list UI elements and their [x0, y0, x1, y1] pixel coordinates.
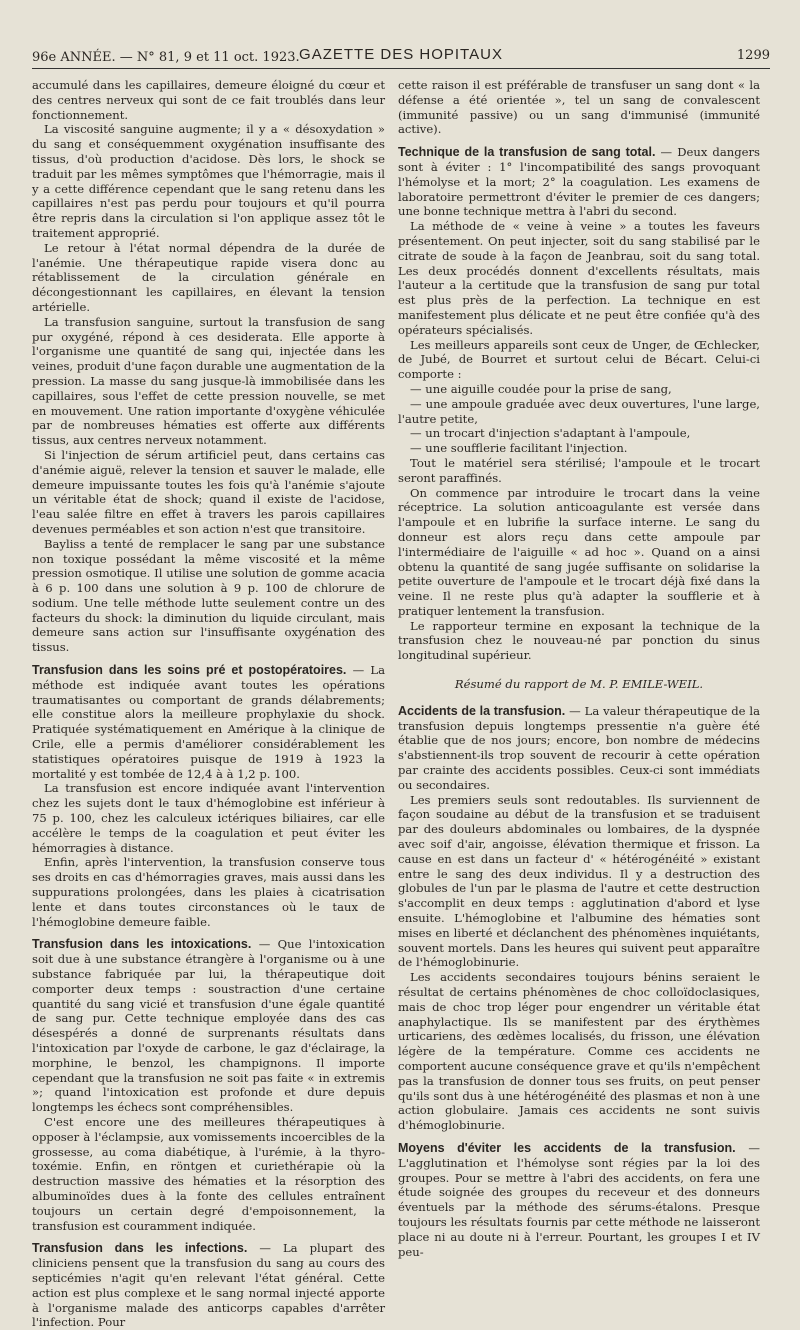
left-column [32, 78, 385, 1330]
report-summary-line: Résumé du rapport de M. P. EMILE-WEIL. [454, 677, 704, 692]
paragraph: On commence par introduire le trocart dans la veine réceptrice. La solution anticoagulante est versée dans l'ampoule et en lubrifie la surface interne. Le sang du donneur est alors reçu dans cette ampoule par l'intermédiaire de l'aiguille « ad hoc ». Quand on a ainsi obtenu la quantité de sang jugée suffisante on solidarise la petite ouverture de l'ampoule et le trocart déjà fixé dans la veine. Il ne reste plus qu'à adapter la soufflerie et à pratiquer lentement la transfusion. [398, 485, 760, 618]
paragraph: La transfusion sanguine, surtout la transfusion de sang pur oxygéné, répond à ces desiderata. Elle apporte à l'organisme une quantité de sang qui, injectée dans les veines, produit d'une façon durable une augmentation de la pression. La masse du sang jusque-là immobilisée dans les capillaires, sous l'effet de cette pression nouvelle, se met en mouvement. Une ration importante d'oxygène véhiculée par de nombreuses hématies est offerte aux différents tissus, aux centres nerveux notamment. [32, 314, 385, 448]
paragraph: Le retour à l'état normal dépendra de la durée de l'anémie. Une thérapeutique rapide visera donc au rétablissement de la circulation générale en décongestionnant les capillaires, en élevant la tension artérielle. [32, 240, 385, 314]
paragraph: accumulé dans les capillaires, demeure éloigné du cœur et des centres nerveux qui sont de ce fait troublés dans leur fonctionnement. [32, 78, 385, 122]
issue-info: 96e ANNÉE. — N° 81, 9 et 11 oct. 1923. [32, 50, 300, 65]
section-heading: Moyens d'éviter les accidents de la transfusion. [398, 1140, 736, 1155]
list-item: — un trocart d'injection s'adaptant à l'ampoule, [410, 426, 691, 441]
journal-title: GAZETTE DES HOPITAUX [299, 46, 503, 63]
paragraph: La transfusion est encore indiquée avant l'intervention chez les sujets dont le taux d'hémoglobine est inférieur à 75 p. 100, chez les calculeux ictériques biliaires, car elle accélère le temps de la coagulation et peut éviter les hémorragies à distance. [32, 781, 385, 855]
paragraph: — Deux dangers sont à éviter : 1° l'incompatibilité des sangs provoquant l'hémolyse et la mort; 2° la coagulation. Les examens de laboratoire permettront d'éviter le premier de ces dangers; une bonne technique mettra à l'abri du second. [398, 145, 761, 219]
paragraph: — La valeur thérapeutique de la transfusion depuis longtemps pressentie n'a guère été établie que de nos jours; encore, bon nombre de médecins s'abstiennent-ils trop souvent de recourir à cette opération par crainte des accidents possibles. Ceux-ci sont immédiats ou secondaires. [398, 703, 760, 792]
paragraph: Si l'injection de sérum artificiel peut, dans certains cas d'anémie aiguë, relever la tension et sauver le malade, elle demeure impuissante toutes les fois qu'à l'anémie s'ajoute un véritable état de shock; quand il existe de l'acidose, l'eau salée filtre en effet à travers les parois capillaires devenues perméables et son action n'est que transitoire. [32, 447, 385, 536]
header-rule [32, 68, 770, 69]
equipment-list [398, 382, 760, 456]
paragraph: — Que l'intoxication soit due à une substance étrangère à l'organisme ou à une substance fabriquée par lui, la thérapeutique doit comporter deux temps : soustraction d'une certaine quantité du sang vicié et transfusion d'une égale quantité de sang pur. Cette technique employée dans des cas désespérés a donné de surprenants résultats dans l'intoxication par l'oxyde de carbone, le gaz d'éclairage, la morphine, le benzol, les champignons. Il importe cependant que la transfusion ne soit pas faite « in extremis »; quand l'intoxication est profonde et dure depuis longtemps les échecs sont compréhensibles. [32, 937, 385, 1115]
paragraph: Bayliss a tenté de remplacer le sang par une substance non toxique possédant la même viscosité et la même pression osmotique. Il utilise une solution de gomme acacia à 6 p. 100 dans une solution à 9 p. 100 de chlorure de sodium. Une telle méthode lutte seulement contre un des facteurs du shock: la diminution du liquide circulant, mais demeure sans action sur l'insuffisante oxygénation des tissus. [32, 536, 385, 655]
paragraph: Les meilleurs appareils sont ceux de Unger, de Œchlecker, de Jubé, de Bourret et surtout celui de Bécart. Celui-ci comporte : [398, 337, 760, 382]
paragraph: — La méthode est indiquée avant toutes les opérations traumatisantes ou comportant de grands délabrements; elle constitue alors la meilleure prophylaxie du shock. Pratiquée systématiquement en Amérique à la clinique de Crile, elle a permis d'améliorer considérablement les statistiques opératoires puisque de 1919 à 1923 la mortalité y est tombée de 12,4 à à 1,2 p. 100. [32, 663, 386, 781]
section-heading: Transfusion dans les soins pré et postopératoires. [32, 663, 347, 678]
paragraph: C'est encore une des meilleures thérapeutiques à opposer à l'éclampsie, aux vomissements incoercibles de la grossesse, au coma diabétique, à l'urémie, à la thyro-toxémie. Enfin, en röntgen et curiethérapie où la destruction massive des hématies et la résorption des albuminoïdes dues à la fonte des cellules entraînent toujours un certain degré d'empoisonnement, la transfusion est couramment indiquée. [32, 1114, 385, 1233]
paragraph: La viscosité sanguine augmente; il y a « désoxydation » du sang et conséquemment oxygénation insuffisante des tissus, d'où production d'acidose. Dès lors, le shock se traduit par les mêmes symptômes que l'hémorragie, mais il y a cette différence cependant que le sang retenu dans les capillaires n'est pas perdu pour toujours et qu'il pourra être repris dans la circulation si l'on applique assez tôt le traitement approprié. [32, 122, 385, 240]
list-item: — une aiguille coudée pour la prise de sang, [410, 381, 672, 396]
page-number: 1299 [736, 48, 770, 63]
paragraph: La méthode de « veine à veine » a toutes les faveurs présentement. On peut injecter, soit du sang stabilisé par le citrate de soude à la façon de Jeanbrau, soit du sang total. Les deux procédés donnent d'excellents résultats, mais l'auteur a la certitude que la transfusion de sang pur total est plus près de la perfection. La technique en est manifestement plus délicate et ne peut être confiée qu'à des opérateurs spécialisés. [398, 219, 760, 337]
section-heading: Transfusion dans les intoxications. [32, 937, 252, 952]
paragraph: — La plupart des cliniciens pensent que la transfusion du sang au cours des septicémies n'agit qu'en relevant l'état général. Cette action est plus complexe et le sang normal injecté apporte à l'organisme malade des anticorps capables d'arrêter l'infection. Pour [32, 1241, 386, 1330]
paragraph: Enfin, après l'intervention, la transfusion conserve tous ses droits en cas d'hémorragies graves, mais aussi dans les suppurations prolongées, dans les plaies à cicatrisation lente et dans toutes circonstances où le taux de l'hémoglobine demeure faible. [32, 855, 385, 929]
section-heading: Accidents de la transfusion. [398, 703, 566, 718]
paragraph: Les accidents secondaires toujours bénins seraient le résultat de certains phénomènes de choc colloïdoclasiques, mais de choc trop léger pour engendrer un véritable état anaphylactique. Ils se manifestent par des érythèmes urticariens, des œdèmes localisés, du frisson, une élévation légère de la température. Comme ces accidents ne comportent aucune conséquence grave et qu'ils n'empêchent pas la transfusion de donner tous ses fruits, on peut penser qu'ils sont dus à une hétérogénéité des plasmas et non à une action globulaire. Jamais ces accidents ne sont suivis d'hémoglobinurie. [398, 970, 760, 1133]
paragraph: Tout le matériel sera stérilisé; l'ampoule et le trocart seront paraffinés. [398, 455, 760, 485]
paragraph: Le rapporteur termine en exposant la technique de la transfusion chez le nouveau-né par ponction du sinus longitudinal supérieur. [398, 618, 760, 663]
paragraph: — L'agglutination et l'hémolyse sont régies par la loi des groupes. Pour se mettre à l'abri des accidents, on fera une étude soignée des groupes du receveur et des donneurs éventuels par la méthode des sérums-étalons. Presque toujours les résultats fournis par cette méthode ne laisseront place ni au doute ni à l'erreur. Pourtant, les groupes I et IV peu- [398, 1140, 761, 1259]
paragraph: cette raison il est préférable de transfuser un sang dont « la défense a été orientée », tel un sang de convalescent (immunité passive) ou un sang d'immunisé (immunité active). [398, 78, 760, 137]
section-heading: Technique de la transfusion de sang total. [398, 145, 656, 160]
page-header [32, 46, 770, 68]
section-heading: Transfusion dans les infections. [32, 1241, 248, 1256]
paragraph: Les premiers seuls sont redoutables. Ils surviennent de façon soudaine au début de la transfusion et se traduisent par des douleurs abdominales ou lombaires, de la dyspnée avec soif d'air, angoisse, élévation thermique et frisson. La cause en est dans un facteur d' « hétérogénéité » existant entre le sang des deux individus. Il y a destruction des globules de l'un par le plasma de l'autre et cette destruction s'accomplit en deux temps : agglutination d'abord et lyse ensuite. L'hémoglobine et l'albumine des hématies sont mises en liberté et déclanchent des phénomènes inquiétants, souvent mortels. Dans les heures qui suivent peut apparaître de l'hémoglobinurie. [398, 792, 760, 970]
right-column [398, 78, 760, 1259]
list-item: — une soufflerie facilitant l'injection. [410, 441, 628, 456]
list-item: — une ampoule graduée avec deux ouvertures, l'une large, l'autre petite, [398, 396, 760, 426]
